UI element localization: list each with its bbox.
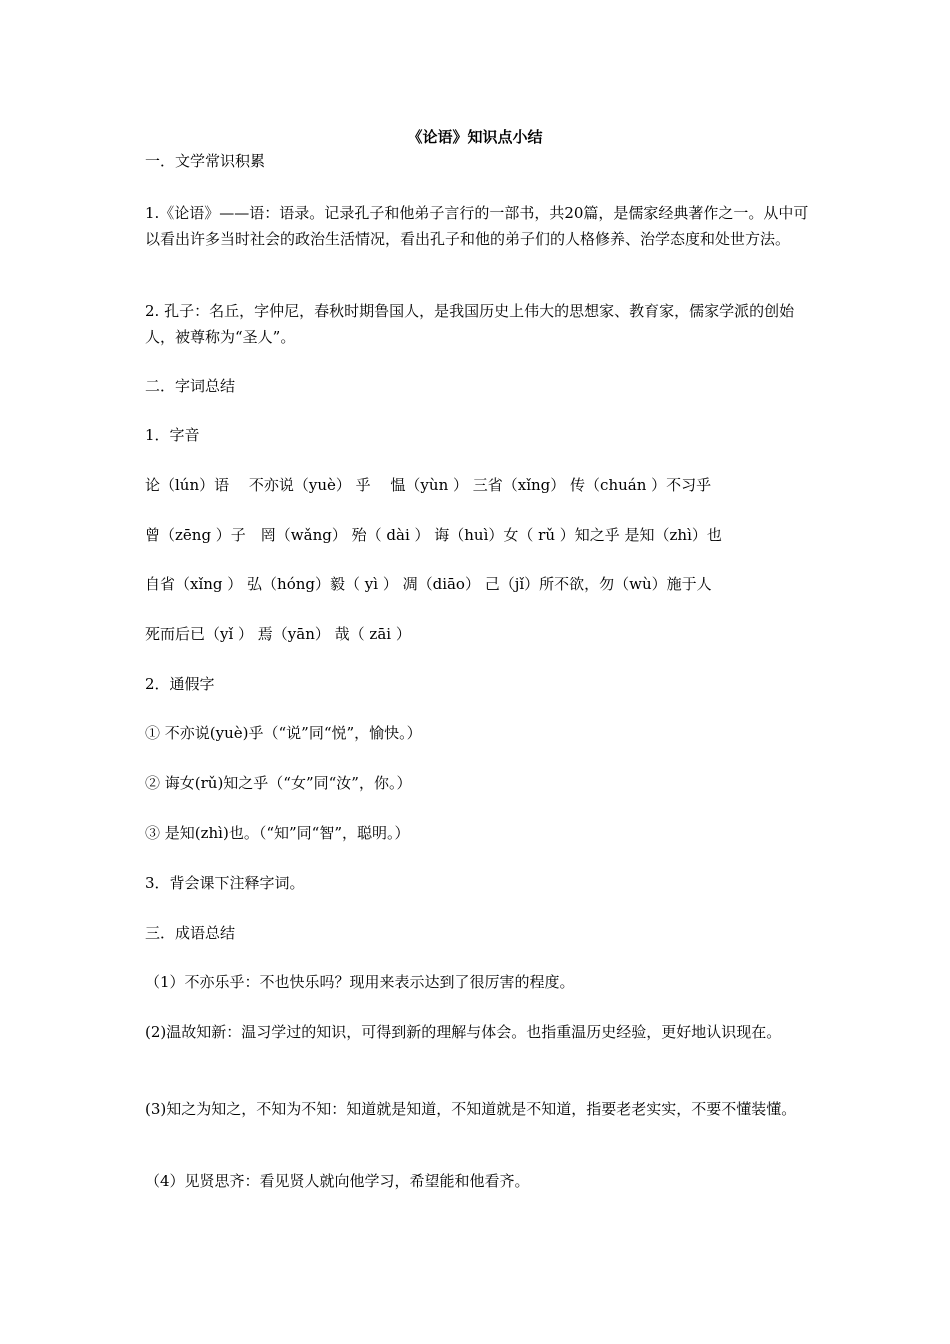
section-heading-literature: 一．文学常识积累 <box>145 152 266 170</box>
subheading-tongjia: 2．通假字 <box>145 675 215 693</box>
subheading-pronunciation: 1．字音 <box>145 426 200 444</box>
tongjia-item: ③ 是知(zhì)也。（“知”同“智”，聪明。） <box>145 824 410 842</box>
section-heading-idioms: 三．成语总结 <box>145 924 236 942</box>
idiom-item: （1）不亦乐乎：不也快乐吗？现用来表示达到了很厉害的程度。 <box>145 973 575 991</box>
pinyin-line: 论（lún）语 不亦说（yuè） 乎 愠（yùn ） 三省（xǐng） 传（chuán ）不习乎 <box>145 476 712 494</box>
paragraph-lunyu: 1.《论语》——语：语录。记录孔子和他弟子言行的一部书，共20篇，是儒家经典著作之一。从中可以看出许多当时社会的政治生活情况，看出孔子和他的弟子们的人格修养、治学态度和处世方法。 <box>145 204 809 248</box>
pinyin-line: 曾（zēng ）子 罔（wǎng） 殆（ dài ） 诲（huì）女（ rǔ ）知之乎 是知（zhì）也 <box>145 526 722 544</box>
subheading-annotations: 3．背会课下注释字词。 <box>145 874 305 892</box>
document-title: 《论语》知识点小结 <box>407 128 543 146</box>
tongjia-item: ② 诲女(rǔ)知之乎（“女”同“汝”，你。） <box>145 774 412 792</box>
idiom-item: （4）见贤思齐：看见贤人就向他学习，希望能和他看齐。 <box>145 1172 530 1190</box>
idiom-item: (2)温故知新：温习学过的知识，可得到新的理解与体会。也指重温历史经验，更好地认识现在。 <box>145 1023 782 1041</box>
pinyin-line: 自省（xǐng ） 弘（hóng）毅（ yì ） 凋（diāo） 己（jǐ）所不欲，勿（wù）施于人 <box>145 575 712 593</box>
section-heading-vocabulary: 二．字词总结 <box>145 377 236 395</box>
pinyin-line: 死而后已（yǐ ） 焉（yān） 哉（ zāi ） <box>145 625 411 643</box>
paragraph-confucius: 2. 孔子：名丘，字仲尼，春秋时期鲁国人，是我国历史上伟大的思想家、教育家，儒家学派的创始人，被尊称为“圣人”。 <box>145 302 795 346</box>
idiom-item: (3)知之为知之，不知为不知：知道就是知道，不知道就是不知道，指要老老实实，不要不懂装懂。 <box>145 1100 797 1118</box>
tongjia-item: ① 不亦说(yuè)乎（“说”同“悦”，愉快。） <box>145 724 422 742</box>
